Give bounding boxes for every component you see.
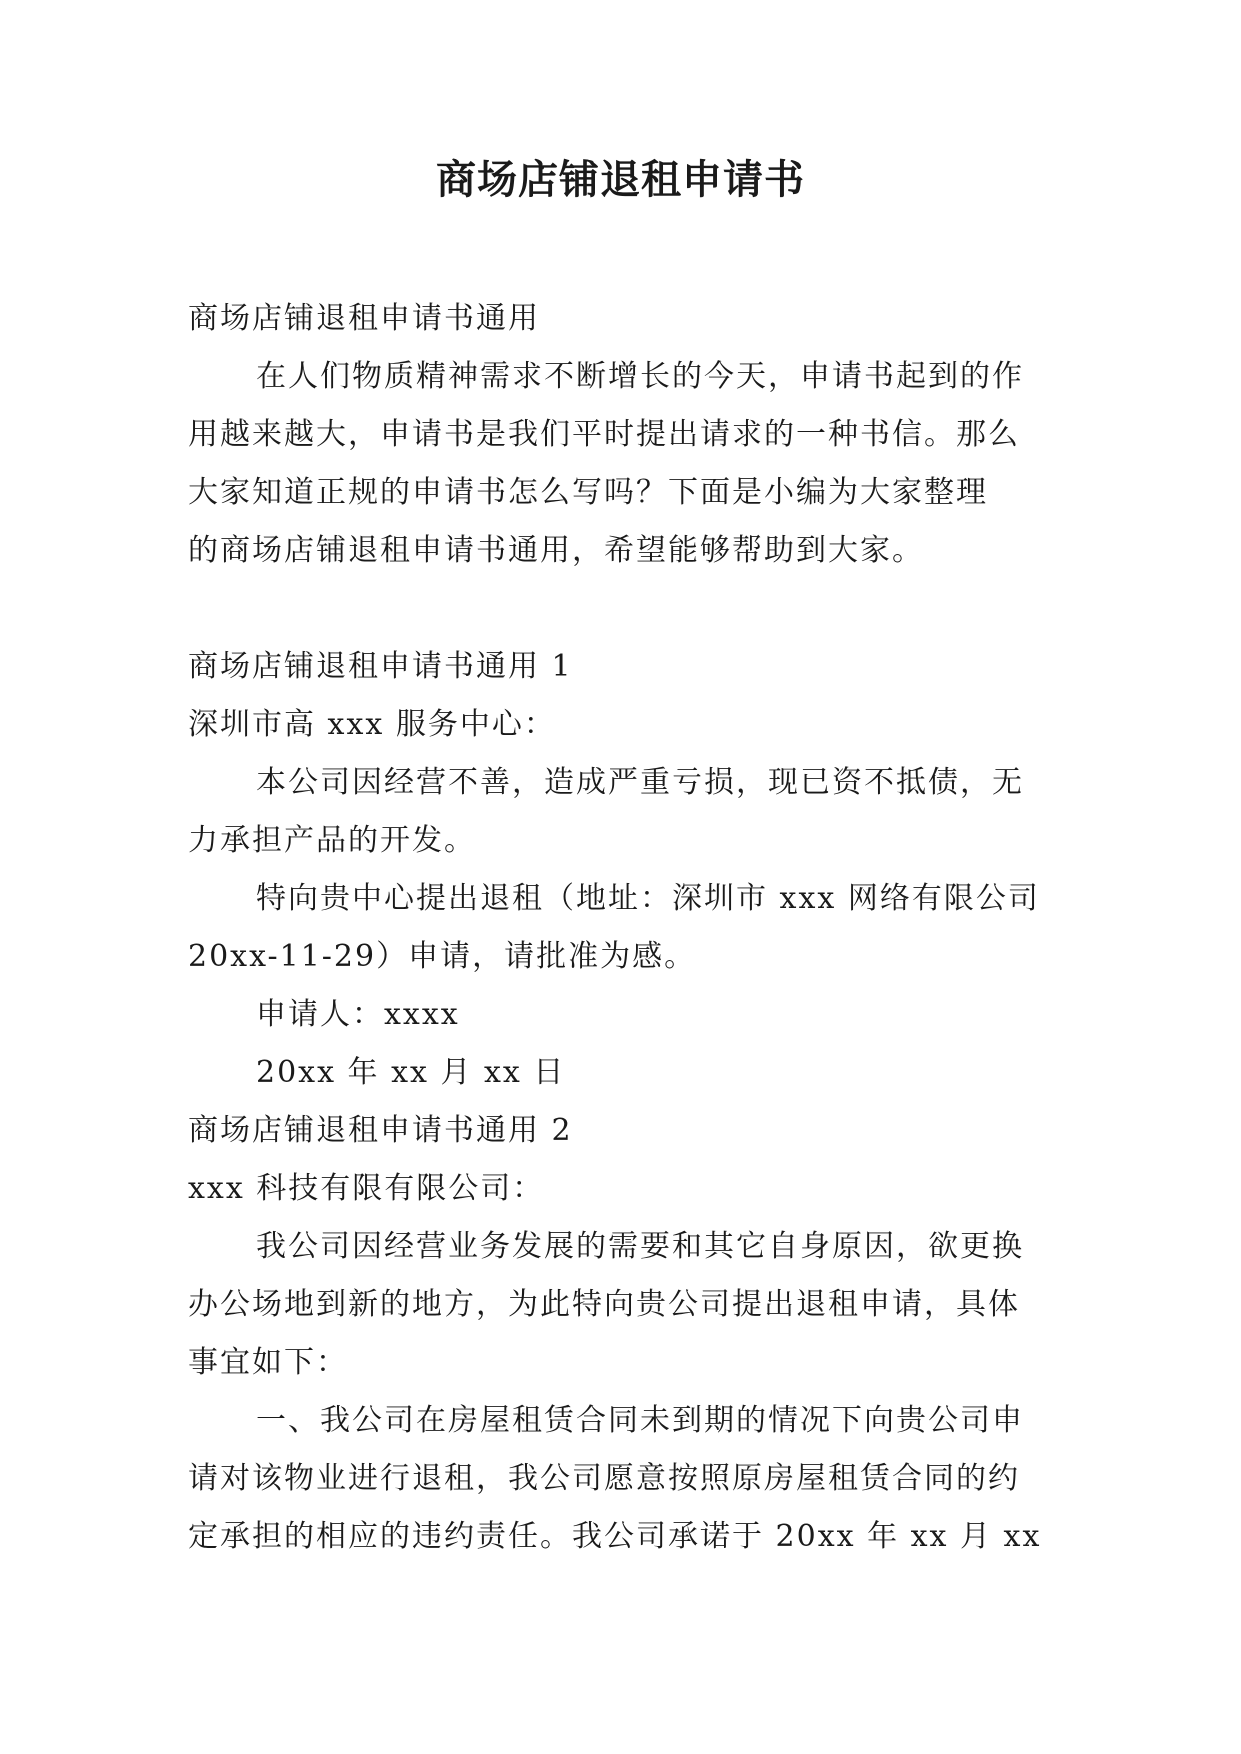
- body-line: 一、我公司在房屋租赁合同未到期的情况下向贵公司申: [256, 1403, 1024, 1438]
- section-heading-2: 商场店铺退租申请书通用 2: [188, 1113, 573, 1148]
- section-heading-1: 商场店铺退租申请书通用 1: [188, 649, 573, 684]
- body-line: 20xx-11-29）申请，请批准为感。: [188, 939, 697, 974]
- body-line: 我公司因经营业务发展的需要和其它自身原因，欲更换: [256, 1229, 1024, 1264]
- body-line: 办公场地到新的地方，为此特向贵公司提出退租申请，具体: [188, 1287, 1020, 1322]
- paragraph-gap: [188, 580, 1056, 638]
- body-line: 力承担产品的开发。: [188, 823, 476, 858]
- intro-paragraph-line: 的商场店铺退租申请书通用，希望能够帮助到大家。: [188, 533, 924, 568]
- addressee-line: xxx 科技有限有限公司：: [188, 1171, 545, 1206]
- body-line: 事宜如下：: [188, 1345, 348, 1380]
- intro-paragraph-line: 在人们物质精神需求不断增长的今天，申请书起到的作: [256, 359, 1024, 394]
- document-body: [188, 290, 1056, 1566]
- intro-paragraph-line: 用越来越大，申请书是我们平时提出请求的一种书信。那么: [188, 417, 1020, 452]
- document-title: 商场店铺退租申请书: [436, 156, 805, 203]
- subtitle-line: 商场店铺退租申请书通用: [188, 301, 540, 336]
- body-line: 定承担的相应的违约责任。我公司承诺于 20xx 年 xx 月 xx: [188, 1519, 1042, 1554]
- body-line: 本公司因经营不善，造成严重亏损，现已资不抵债，无: [256, 765, 1024, 800]
- applicant-line: 申请人：xxxx: [256, 997, 460, 1032]
- body-line: 特向贵中心提出退租（地址：深圳市 xxx 网络有限公司: [256, 881, 1040, 916]
- addressee-line: 深圳市高 xxx 服务中心：: [188, 707, 556, 742]
- date-line: 20xx 年 xx 月 xx 日: [256, 1055, 566, 1090]
- intro-paragraph-line: 大家知道正规的申请书怎么写吗？下面是小编为大家整理: [188, 475, 988, 510]
- body-line: 请对该物业进行退租，我公司愿意按照原房屋租赁合同的约: [188, 1461, 1020, 1496]
